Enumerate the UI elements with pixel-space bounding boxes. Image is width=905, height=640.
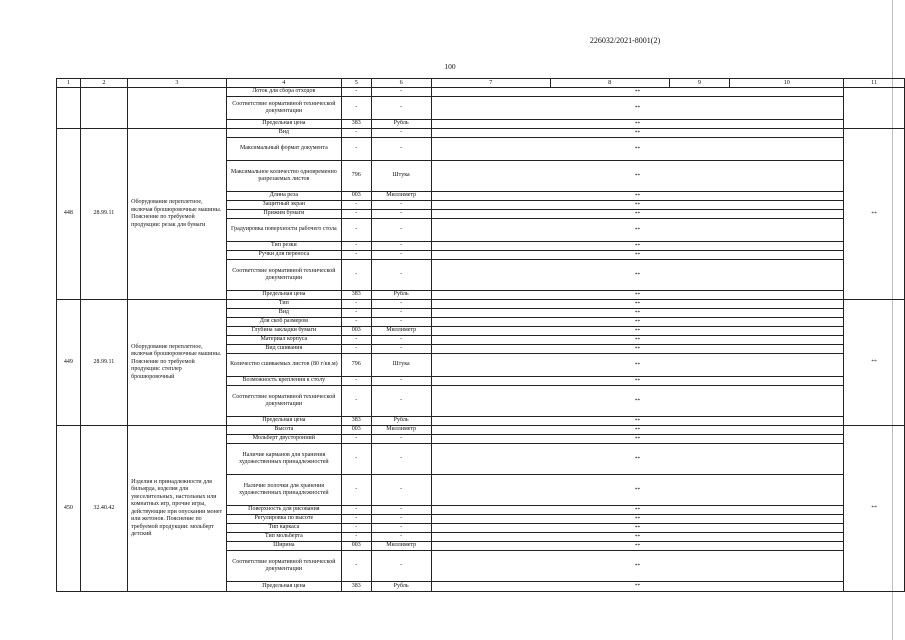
header-row [57, 79, 905, 88]
characteristic-value-cell: ** [431, 242, 843, 251]
characteristic-cell: Соответствие нормативной технической документации [226, 260, 341, 291]
okpd-code-cell: 28.99.11 [80, 129, 127, 300]
characteristic-value-cell: ** [431, 260, 843, 291]
justification-cell: ** [844, 300, 905, 426]
column-number-header: 4 [226, 79, 341, 88]
unit-name-cell: - [371, 345, 431, 354]
unit-name-cell: - [371, 506, 431, 515]
characteristic-cell: Высота [226, 426, 341, 435]
column-number-header: 2 [80, 79, 127, 88]
column-number-header: 10 [730, 79, 844, 88]
characteristic-value-cell: ** [431, 444, 843, 475]
characteristic-value-cell: ** [431, 192, 843, 201]
unit-code-cell: - [341, 336, 371, 345]
unit-name-cell: - [371, 242, 431, 251]
characteristic-value-cell: ** [431, 354, 843, 377]
unit-code-cell: - [341, 386, 371, 417]
unit-name-cell: Штука [371, 354, 431, 377]
justification-cell: ** [844, 426, 905, 592]
unit-name-cell: Миллиметр [371, 192, 431, 201]
unit-code-cell: 003 [341, 426, 371, 435]
characteristic-cell: Регулировка по высоте [226, 515, 341, 524]
characteristic-value-cell: ** [431, 291, 843, 300]
justification-cell: ** [844, 129, 905, 300]
characteristic-value-cell: ** [431, 386, 843, 417]
procurement-table [56, 78, 905, 592]
unit-code-cell: 003 [341, 542, 371, 551]
table-row [57, 88, 905, 97]
characteristic-cell: Ручки для переноса [226, 251, 341, 260]
characteristic-value-cell: ** [431, 219, 843, 242]
unit-name-cell: - [371, 210, 431, 219]
unit-name-cell: Рубль [371, 120, 431, 129]
unit-code-cell: - [341, 435, 371, 444]
unit-code-cell: 383 [341, 291, 371, 300]
unit-name-cell: Рубль [371, 291, 431, 300]
characteristic-value-cell: ** [431, 88, 843, 97]
characteristic-value-cell: ** [431, 542, 843, 551]
unit-code-cell: - [341, 444, 371, 475]
unit-code-cell: - [341, 210, 371, 219]
unit-name-cell: - [371, 309, 431, 318]
unit-name-cell: - [371, 533, 431, 542]
characteristic-cell: Предельная цена [226, 582, 341, 592]
unit-code-cell: - [341, 551, 371, 582]
characteristic-cell: Прижим бумаги [226, 210, 341, 219]
unit-code-cell: - [341, 377, 371, 386]
characteristic-value-cell: ** [431, 161, 843, 192]
unit-name-cell: - [371, 318, 431, 327]
characteristic-value-cell: ** [431, 524, 843, 533]
characteristic-cell: Возможность крепления к столу [226, 377, 341, 386]
unit-name-cell: - [371, 251, 431, 260]
table-body [57, 79, 905, 592]
characteristic-cell: Градуировка поверхности рабочего стола [226, 219, 341, 242]
column-number-header: 3 [128, 79, 227, 88]
page-number: 100 [444, 62, 456, 71]
characteristic-value-cell: ** [431, 336, 843, 345]
characteristic-value-cell: ** [431, 551, 843, 582]
unit-name-cell: - [371, 88, 431, 97]
unit-code-cell: 796 [341, 161, 371, 192]
characteristic-cell: Наличие полочки для хранения художественных принадлежностей [226, 475, 341, 506]
unit-name-cell: - [371, 260, 431, 291]
characteristic-value-cell: ** [431, 210, 843, 219]
okpd-code-cell [80, 88, 127, 129]
characteristic-value-cell: ** [431, 426, 843, 435]
unit-code-cell: - [341, 138, 371, 161]
characteristic-cell: Поверхность для рисования [226, 506, 341, 515]
characteristic-value-cell: ** [431, 417, 843, 426]
characteristic-value-cell: ** [431, 582, 843, 592]
item-number-cell: 448 [57, 129, 81, 300]
characteristic-cell: Количество сшиваемых листов (80 г/кв.м) [226, 354, 341, 377]
column-number-header: 8 [550, 79, 669, 88]
table-row [57, 129, 905, 138]
characteristic-cell: Предельная цена [226, 120, 341, 129]
unit-name-cell: - [371, 524, 431, 533]
okpd-code-cell: 28.99.11 [80, 300, 127, 426]
unit-name-cell: Миллиметр [371, 426, 431, 435]
characteristic-value-cell: ** [431, 345, 843, 354]
unit-name-cell: - [371, 386, 431, 417]
item-number-cell: 450 [57, 426, 81, 592]
table-row [57, 300, 905, 309]
item-number-cell [57, 88, 81, 129]
characteristic-value-cell: ** [431, 506, 843, 515]
unit-name-cell: Рубль [371, 417, 431, 426]
characteristic-cell: Вид [226, 129, 341, 138]
characteristic-cell: Длина реза [226, 192, 341, 201]
column-number-header: 7 [431, 79, 550, 88]
characteristic-value-cell: ** [431, 318, 843, 327]
unit-code-cell: - [341, 524, 371, 533]
column-number-header: 5 [341, 79, 371, 88]
unit-name-cell: - [371, 377, 431, 386]
unit-name-cell: - [371, 475, 431, 506]
characteristic-cell: Предельная цена [226, 291, 341, 300]
characteristic-value-cell: ** [431, 475, 843, 506]
unit-code-cell: - [341, 318, 371, 327]
unit-code-cell: - [341, 515, 371, 524]
characteristic-value-cell: ** [431, 120, 843, 129]
unit-code-cell: - [341, 506, 371, 515]
unit-name-cell: - [371, 138, 431, 161]
unit-name-cell: - [371, 444, 431, 475]
characteristic-cell: Соответствие нормативной технической документации [226, 551, 341, 582]
characteristic-cell: Глубина закладки бумаги [226, 327, 341, 336]
characteristic-cell: Максимальный формат документа [226, 138, 341, 161]
characteristic-cell: Тип каркаса [226, 524, 341, 533]
characteristic-cell: Тип [226, 300, 341, 309]
characteristic-cell: Мольберт двусторонний [226, 435, 341, 444]
unit-code-cell: - [341, 251, 371, 260]
characteristic-cell: Тип мольберта [226, 533, 341, 542]
unit-code-cell: - [341, 475, 371, 506]
unit-name-cell: - [371, 300, 431, 309]
unit-code-cell: - [341, 219, 371, 242]
unit-name-cell: Рубль [371, 582, 431, 592]
characteristic-cell: Максимальное количество одновременно разрезаемых листов [226, 161, 341, 192]
unit-name-cell: - [371, 201, 431, 210]
column-number-header: 9 [669, 79, 730, 88]
unit-code-cell: - [341, 309, 371, 318]
characteristic-cell: Для скоб размером [226, 318, 341, 327]
unit-code-cell: 003 [341, 327, 371, 336]
unit-code-cell: - [341, 260, 371, 291]
characteristic-cell: Вид [226, 309, 341, 318]
column-number-header: 11 [844, 79, 905, 88]
unit-name-cell: - [371, 129, 431, 138]
characteristic-cell: Тип резки [226, 242, 341, 251]
unit-name-cell: - [371, 336, 431, 345]
unit-code-cell: - [341, 129, 371, 138]
characteristic-cell: Ширина [226, 542, 341, 551]
characteristic-value-cell: ** [431, 129, 843, 138]
characteristic-value-cell: ** [431, 533, 843, 542]
characteristic-value-cell: ** [431, 251, 843, 260]
characteristic-cell: Лоток для сбора отходов [226, 88, 341, 97]
characteristic-value-cell: ** [431, 201, 843, 210]
unit-code-cell: 003 [341, 192, 371, 201]
unit-name-cell: - [371, 97, 431, 120]
unit-code-cell: 383 [341, 120, 371, 129]
unit-code-cell: - [341, 88, 371, 97]
characteristic-value-cell: ** [431, 377, 843, 386]
unit-code-cell: 383 [341, 417, 371, 426]
justification-cell [844, 88, 905, 129]
item-number-cell: 449 [57, 300, 81, 426]
unit-code-cell: - [341, 201, 371, 210]
unit-code-cell: 796 [341, 354, 371, 377]
characteristic-cell: Предельная цена [226, 417, 341, 426]
product-name-cell [128, 88, 227, 129]
unit-name-cell: - [371, 551, 431, 582]
column-number-header: 1 [57, 79, 81, 88]
unit-name-cell: Миллиметр [371, 327, 431, 336]
product-name-cell: Оборудование переплетное, включая брошюровочные машины. Пояснение по требуемой продукции: резак для бумаги [128, 129, 227, 300]
okpd-code-cell: 32.40.42 [80, 426, 127, 592]
characteristic-value-cell: ** [431, 515, 843, 524]
characteristic-value-cell: ** [431, 327, 843, 336]
characteristic-cell: Защитный экран [226, 201, 341, 210]
column-number-header: 6 [371, 79, 431, 88]
characteristic-cell: Материал корпуса [226, 336, 341, 345]
characteristic-value-cell: ** [431, 97, 843, 120]
unit-name-cell: - [371, 435, 431, 444]
unit-code-cell: 383 [341, 582, 371, 592]
characteristic-cell: Вид сшивания [226, 345, 341, 354]
unit-code-cell: - [341, 533, 371, 542]
product-name-cell: Оборудование переплетное, включая брошюровочные машины. Пояснение по требуемой продукции: степлер брошюровочный [128, 300, 227, 426]
unit-code-cell: - [341, 345, 371, 354]
characteristic-cell: Соответствие нормативной технической документации [226, 97, 341, 120]
unit-code-cell: - [341, 300, 371, 309]
characteristic-cell: Наличие карманов для хранения художественных принадлежностей [226, 444, 341, 475]
unit-name-cell: Штука [371, 161, 431, 192]
document-id: 226032/2021-8001(2) [589, 36, 661, 45]
characteristic-value-cell: ** [431, 138, 843, 161]
characteristic-value-cell: ** [431, 300, 843, 309]
characteristic-value-cell: ** [431, 309, 843, 318]
unit-code-cell: - [341, 242, 371, 251]
table-row [57, 426, 905, 435]
unit-name-cell: - [371, 515, 431, 524]
product-name-cell: Изделия и принадлежности для бильярда, изделия для увеселительных, настольных или комнатных игр, прочие игры, действующие при опускании монет или жетонов. Пояснение по требуемой продукции: мольберт детский [128, 426, 227, 592]
unit-name-cell: - [371, 219, 431, 242]
characteristic-cell: Соответствие нормативной технической документации [226, 386, 341, 417]
characteristic-value-cell: ** [431, 435, 843, 444]
unit-name-cell: Миллиметр [371, 542, 431, 551]
unit-code-cell: - [341, 97, 371, 120]
